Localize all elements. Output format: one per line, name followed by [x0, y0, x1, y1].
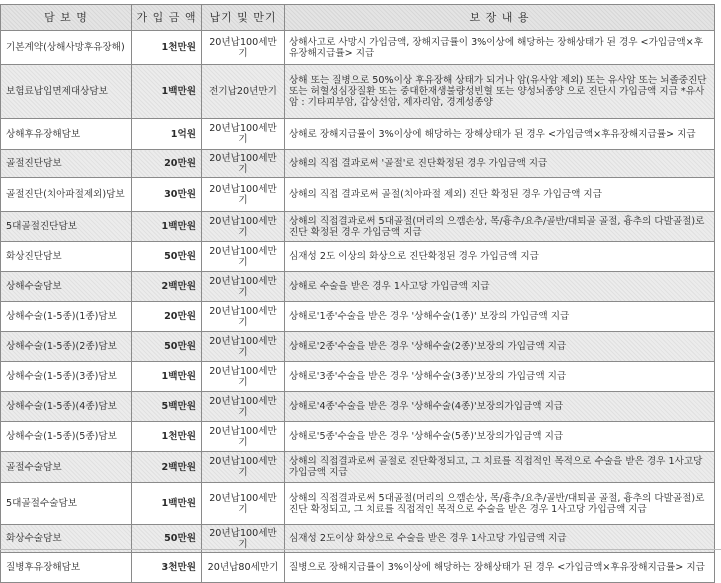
coverage-name-cell: 질병후유장해담보 [1, 553, 132, 583]
description-cell: 상해의 직접결과로써 골절로 진단확정되고, 그 치료를 직접적인 목적으로 수술을 받은 경우 1사고당 가입금액 지급 [285, 452, 715, 483]
coverage-name-cell: 기본계약(상해사망후유장해) [1, 31, 132, 65]
description-cell: 상해사고로 사망시 가입금액, 장해지급률이 3%이상에 해당하는 장해상태가 된 경우 <가입금액×후유장해지급률> 지급 [285, 31, 715, 65]
table-row [1, 65, 715, 119]
description-cell: 상해로 수술을 받은 경우 1사고당 가입금액 지급 [285, 272, 715, 302]
description-cell: 상해 또는 질병으로 50%이상 후유장해 상태가 되거나 암(유사암 제외) 또는 유사암 또는 뇌졸중진단 또는 허혈성심장질환 또는 중대한재생불량성빈혈 또는 양성뇌종양 으로 진단시 가입금액 지급 *유사암 : 기타피부암, 갑상선암, 제자리암, 경계성종양 [285, 65, 715, 119]
description-cell: 상해의 직접 결과로써 골절(치아파절 제외) 진단 확정된 경우 가입금액 지급 [285, 178, 715, 212]
table-row [1, 178, 715, 212]
coverage-name-cell: 골절진단(치아파절제외)담보 [1, 178, 132, 212]
table-header-row [1, 5, 715, 31]
coverage-name-cell: 보험료납입면제대상담보 [1, 65, 132, 119]
description-cell: 질병으로 장해지급률이 3%이상에 해당하는 장해상태가 된 경우 <가입금액×후유장해지급률> 지급 [285, 553, 715, 583]
description-cell: 심재성 2도이상 화상으로 수술을 받은 경우 1사고당 가입금액 지급 [285, 525, 715, 553]
amount-cell: 50만원 [132, 525, 202, 553]
description-cell: 상해로'3종'수술을 받은 경우 '상해수술(3종)'보장의 가입금액 지급 [285, 362, 715, 392]
description-cell: 상해로 장해지급률이 3%이상에 해당하는 장해상태가 된 경우 <가입금액×후유장해지급률> 지급 [285, 119, 715, 150]
term-cell: 20년납100세만기 [202, 332, 285, 362]
table-row [1, 302, 715, 332]
footer-divider [0, 549, 721, 550]
description-cell: 상해로'1종'수술을 받은 경우 '상해수술(1종)' 보장의 가입금액 지급 [285, 302, 715, 332]
amount-cell: 1백만원 [132, 362, 202, 392]
amount-cell: 1천만원 [132, 422, 202, 452]
term-cell: 20년납100세만기 [202, 483, 285, 525]
term-cell: 20년납80세만기 [202, 553, 285, 583]
table-row [1, 392, 715, 422]
header-description: 보 장 내 용 [285, 5, 715, 31]
header-amount: 가 입 금 액 [132, 5, 202, 31]
coverage-name-cell: 화상수술담보 [1, 525, 132, 553]
table-row [1, 150, 715, 178]
coverage-name-cell: 상해수술(1-5종)(4종)담보 [1, 392, 132, 422]
coverage-name-cell: 상해수술(1-5종)(1종)담보 [1, 302, 132, 332]
term-cell: 20년납100세만기 [202, 362, 285, 392]
table-row [1, 332, 715, 362]
term-cell: 20년납100세만기 [202, 422, 285, 452]
amount-cell: 20만원 [132, 150, 202, 178]
description-cell: 상해의 직접결과로써 5대골절(머리의 으깸손상, 목/흉추/요추/골반/대퇴골 골절, 흉추의 다발골절)로 진단 확정된 경우 가입금액 지급 [285, 212, 715, 242]
amount-cell: 1억원 [132, 119, 202, 150]
term-cell: 20년납100세만기 [202, 452, 285, 483]
table-row [1, 119, 715, 150]
amount-cell: 2백만원 [132, 452, 202, 483]
table-row [1, 212, 715, 242]
description-cell: 상해로'5종'수술을 받은 경우 '상해수술(5종)'보장의가입금액 지급 [285, 422, 715, 452]
description-cell: 심재성 2도 이상의 화상으로 진단확정된 경우 가입금액 지급 [285, 242, 715, 272]
coverage-name-cell: 상해수술(1-5종)(2종)담보 [1, 332, 132, 362]
table-row [1, 31, 715, 65]
term-cell: 20년납100세만기 [202, 242, 285, 272]
table-row [1, 422, 715, 452]
description-cell: 상해로'2종'수술을 받은 경우 '상해수술(2종)'보장의 가입금액 지급 [285, 332, 715, 362]
description-cell: 상해의 직접 결과로써 '골절'로 진단확정된 경우 가입금액 지급 [285, 150, 715, 178]
term-cell: 20년납100세만기 [202, 392, 285, 422]
amount-cell: 3천만원 [132, 553, 202, 583]
amount-cell: 50만원 [132, 332, 202, 362]
amount-cell: 20만원 [132, 302, 202, 332]
coverage-name-cell: 골절수술담보 [1, 452, 132, 483]
amount-cell: 1천만원 [132, 31, 202, 65]
amount-cell: 5백만원 [132, 392, 202, 422]
table-row [1, 272, 715, 302]
header-coverage-name: 담 보 명 [1, 5, 132, 31]
table-row [1, 452, 715, 483]
table-row [1, 362, 715, 392]
coverage-name-cell: 상해수술(1-5종)(5종)담보 [1, 422, 132, 452]
term-cell: 20년납100세만기 [202, 212, 285, 242]
term-cell: 20년납100세만기 [202, 31, 285, 65]
coverage-name-cell: 5대골절수술담보 [1, 483, 132, 525]
coverage-name-cell: 상해후유장해담보 [1, 119, 132, 150]
amount-cell: 50만원 [132, 242, 202, 272]
term-cell: 20년납100세만기 [202, 119, 285, 150]
term-cell: 20년납100세만기 [202, 150, 285, 178]
amount-cell: 2백만원 [132, 272, 202, 302]
coverage-name-cell: 상해수술(1-5종)(3종)담보 [1, 362, 132, 392]
term-cell: 20년납100세만기 [202, 178, 285, 212]
description-cell: 상해의 직접결과로써 5대골절(머리의 으깸손상, 목/흉추/요추/골반/대퇴골 골절, 흉추의 다발골절)로 진단 확정되고, 그 치료를 직접적인 목적으로 수술을 받은 경우 1사고당 가입금액 지급 [285, 483, 715, 525]
table-body [1, 31, 715, 583]
table-row [1, 242, 715, 272]
term-cell: 20년납100세만기 [202, 272, 285, 302]
coverage-name-cell: 상해수술담보 [1, 272, 132, 302]
amount-cell: 1백만원 [132, 65, 202, 119]
coverage-name-cell: 화상진단담보 [1, 242, 132, 272]
table-row [1, 483, 715, 525]
amount-cell: 1백만원 [132, 212, 202, 242]
header-term: 납기 및 만기 [202, 5, 285, 31]
coverage-name-cell: 골절진단담보 [1, 150, 132, 178]
description-cell: 상해로'4종'수술을 받은 경우 '상해수술(4종)'보장의가입금액 지급 [285, 392, 715, 422]
coverage-name-cell: 5대골절진단담보 [1, 212, 132, 242]
amount-cell: 1백만원 [132, 483, 202, 525]
term-cell: 전기납20년만기 [202, 65, 285, 119]
term-cell: 20년납100세만기 [202, 302, 285, 332]
table-row [1, 553, 715, 583]
amount-cell: 30만원 [132, 178, 202, 212]
coverage-table [0, 4, 715, 583]
term-cell: 20년납100세만기 [202, 525, 285, 553]
